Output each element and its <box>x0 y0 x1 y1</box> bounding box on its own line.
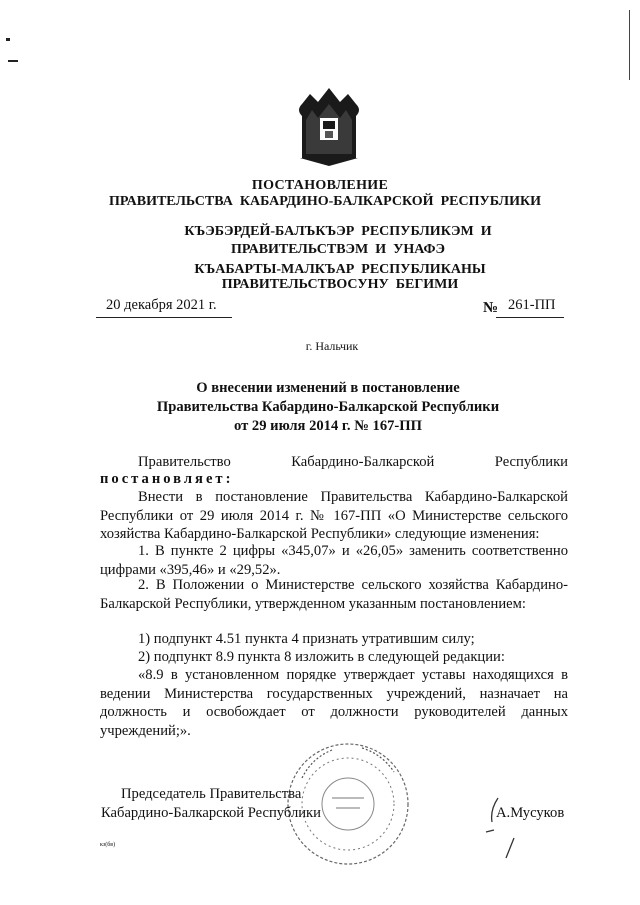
document-title-line-2: Правительства Кабардино-Балкарской Республики <box>156 399 500 415</box>
amended-text: «8.9 в установленном порядке утверждает уставы находящихся в ведении Министерства государственных учреждений, назначает на должность и освобождает от должности руководителей данных учреждений;». <box>100 667 568 739</box>
number-underline <box>496 317 564 318</box>
document-number: 261-ПП <box>508 297 556 313</box>
government-name-krc: КЪАБАРТЫ-МАЛКЪАР РЕСПУБЛИКАНЫ ПРАВИТЕЛЬСТВОСУНУ БЕГИМИ <box>194 262 493 292</box>
intro-word: Республики <box>494 454 568 470</box>
city-name: г. Нальчик <box>305 339 359 353</box>
decree-intro <box>100 453 568 472</box>
subparagraph-1: 1) подпункт 4.51 пункта 4 признать утратившим силу; <box>138 631 475 647</box>
intro-word: Правительство <box>138 454 231 470</box>
scan-mark <box>6 38 10 41</box>
government-name-kbd: КЪЭБЭРДЕЙ-БАЛЪКЪЭР РЕСПУБЛИКЭМ И ПРАВИТЕЛЬСТВЭМ И УНАФЭ <box>184 224 499 257</box>
signatory-position-line-2: Кабардино-Балкарской Республики <box>101 805 321 821</box>
number-sign: № <box>483 300 499 316</box>
signatory-position-line-1: Председатель Правительства <box>121 786 302 802</box>
coat-of-arms-emblem <box>292 80 366 168</box>
scan-mark <box>8 60 18 62</box>
paragraph-item-2: 2. В Положении о Министерстве сельского хозяйства Кабардино-Балкарской Республики, утвержденном указанным постановлением: <box>100 577 568 612</box>
document-title-line-1: О внесении изменений в постановление <box>196 380 460 396</box>
official-seal-stamp <box>282 738 414 870</box>
document-title-line-3: от 29 июля 2014 г. № 167-ПП <box>234 418 422 434</box>
paragraph-item-1: 1. В пункте 2 цифры «345,07» и «26,05» заменить соответственно цифрами «395,46» и «29,52». <box>100 543 568 578</box>
decree-verb: постановляет: <box>100 471 234 487</box>
document-type-heading: ПОСТАНОВЛЕНИЕ <box>251 178 389 193</box>
intro-word: Кабардино-Балкарской <box>291 454 435 470</box>
government-name-ru: ПРАВИТЕЛЬСТВА КАБАРДИНО-БАЛКАРСКОЙ РЕСПУБЛИКИ <box>108 194 542 209</box>
subparagraph-2: 2) подпункт 8.9 пункта 8 изложить в следующей редакции: <box>138 649 505 665</box>
scan-mark <box>629 10 630 80</box>
paragraph-main: Внести в постановление Правительства Кабардино-Балкарской Республики от 29 июля 2014 г. № 167-ПП «О Министерстве сельского хозяйства Кабардино-Балкарской Республики» следующие изменения: <box>100 489 568 542</box>
handwritten-signature <box>480 792 520 862</box>
date-underline <box>96 317 232 318</box>
signatory-name: А.Мусуков <box>496 805 565 821</box>
document-date: 20 декабря 2021 г. <box>106 297 217 313</box>
document-code: кз(бв) <box>100 842 116 848</box>
